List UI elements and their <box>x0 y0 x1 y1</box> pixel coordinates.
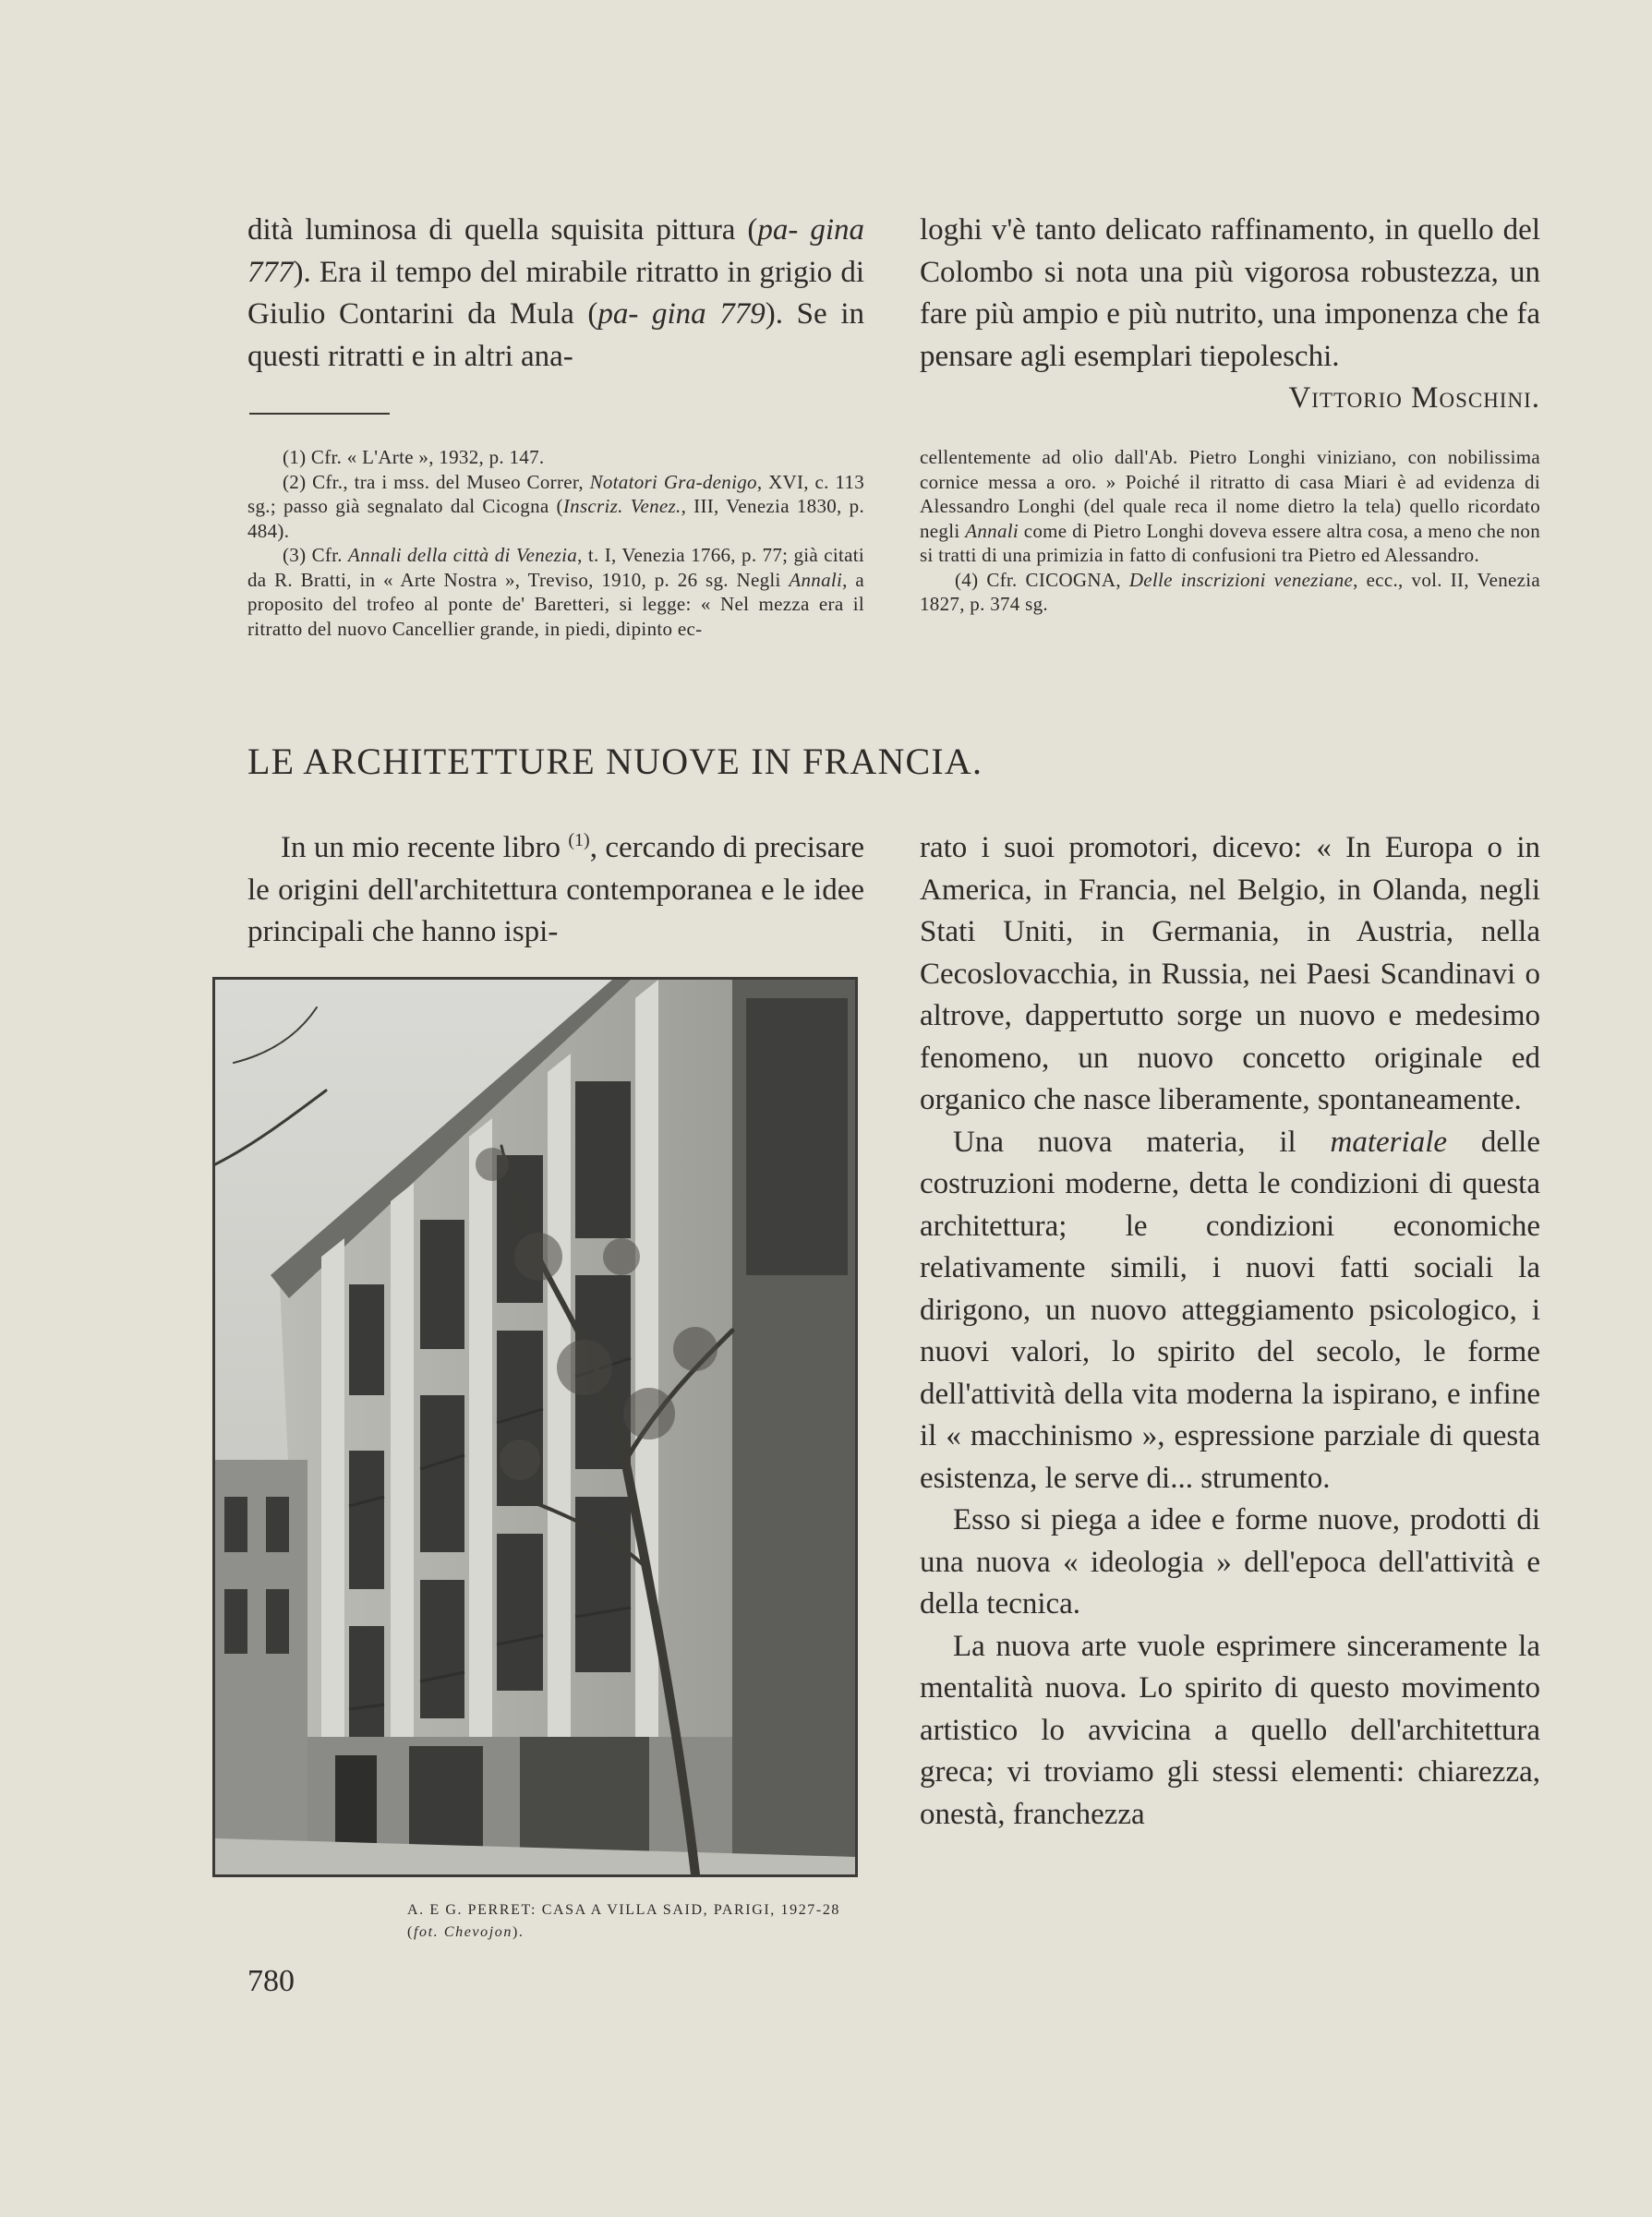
article2-intro-paragraph: In un mio recente libro $^{(1)}$, cercando di precisare le origini dell'architettura contemporanea e le idee principali che hanno ispi- <box>247 830 864 948</box>
building-photograph <box>212 977 858 1877</box>
article1-left-column <box>247 210 864 378</box>
photo-caption: A. E G. PERRET: CASA A VILLA SAID, PARIGI, 1927-28 (fot. Chevojon). <box>407 1902 841 1940</box>
article2-paragraph-3: Esso si piega a idee e forme nuove, prodotti di una nuova « ideologia » dell'epoca dell'attività e della tecnica. <box>920 1503 1540 1621</box>
article1-left-paragraph: dità luminosa di quella squisita pittura (pa- gina 777). Era il tempo del mirabile ritratto in grigio di Giulio Contarini da Mula (pa- gina 779). Se in questi ritratti e in altri ana- <box>247 213 865 373</box>
article1-right-column <box>920 210 1540 420</box>
footnote-3: (3) Cfr. Annali della città di Venezia, t. I, Venezia 1766, p. 77; già citati da R. Bratti, in « Arte Nostra », Treviso, 1910, p. 26 sg. Negli Annali, a proposito del trofeo al ponte de' Baretteri, si legge: « Nel mezza era il ritratto del nuovo Cancellier grande, in piedi, dipinto ec- <box>247 544 864 640</box>
article2-left-intro <box>247 827 864 954</box>
footnote-3-continued: cellentemente ad olio dall'Ab. Pietro Longhi viniziano, con nobilissima cornice messa a oro. » Poiché il ritratto di casa Miari è ad evidenza di Alessandro Longhi (del quale reca il nome dietro la tela) quello ricordato negli Annali come di Pietro Longhi doveva essere altra cosa, a meno che non si tratti di una primizia in fatto di confusioni tra Pietro ed Alessandro. <box>920 446 1540 566</box>
footnote-rule <box>249 413 390 415</box>
footnotes-left <box>247 445 864 641</box>
footnote-ref: (1) <box>568 830 590 850</box>
article2-paragraph-1: rato i suoi promotori, dicevo: « In Europa o in America, in Francia, nel Belgio, in Olanda, negli Stati Uniti, in Germania, in Austria, nella Cecoslovacchia, in Russia, nei Paesi Scandinavi o altrove, dappertutto sorge un nuovo e medesimo fenomeno, un nuovo concetto originale ed organico che nasce liberamente, spontaneamente. <box>920 831 1540 1116</box>
footnotes-right <box>920 445 1540 617</box>
article2-paragraph-2: Una nuova materia, il materiale delle costruzioni moderne, detta le condizioni di questa architettura; le condizioni economiche relativamente simili, i nuovi fatti sociali la dirigono, un nuovo atteggiamento psicologico, i nuovi valori, lo spirito del secolo, le forme dell'attività della vita moderna la ispirano, e infine il « macchinismo », espressione parziale di questa esistenza, le serve di... strumento. <box>920 1125 1540 1495</box>
article2-right-column <box>920 827 1540 1836</box>
building-photo-illustration <box>215 980 855 1874</box>
article1-right-paragraph: loghi v'è tanto delicato raffinamento, in quello del Colombo si nota una più vigorosa robustezza, un fare più ampio e più nutrito, una imponenza che fa pensare agli esemplari tiepoleschi. Vittorio Moschini. <box>920 210 1540 378</box>
page-number: 780 <box>247 1964 295 1998</box>
article-heading: LE ARCHITETTURE NUOVE IN FRANCIA. <box>247 741 983 782</box>
footnote-4: (4) Cfr. CICOGNA, Delle inscrizioni veneziane, ecc., vol. II, Venezia 1827, p. 374 sg. <box>920 568 1541 615</box>
footnote-2: (2) Cfr., tra i mss. del Museo Correr, Notatori Gra-denigo, XVI, c. 113 sg.; passo già segnalato dal Cicogna (Inscriz. Venez., III, Venezia 1830, p. 484). <box>247 470 865 542</box>
author-signature: Vittorio Moschini. <box>1288 381 1540 415</box>
article2-paragraph-4: La nuova arte vuole esprimere sinceramente la mentalità nuova. Lo spirito di questo movimento artistico lo avvicina a quello dell'architettura greca; vi troviamo gli stessi elementi: chiarezza, onestà, franchezza <box>920 1629 1540 1831</box>
footnote-1: (1) Cfr. « L'Arte », 1932, p. 147. <box>283 446 545 468</box>
